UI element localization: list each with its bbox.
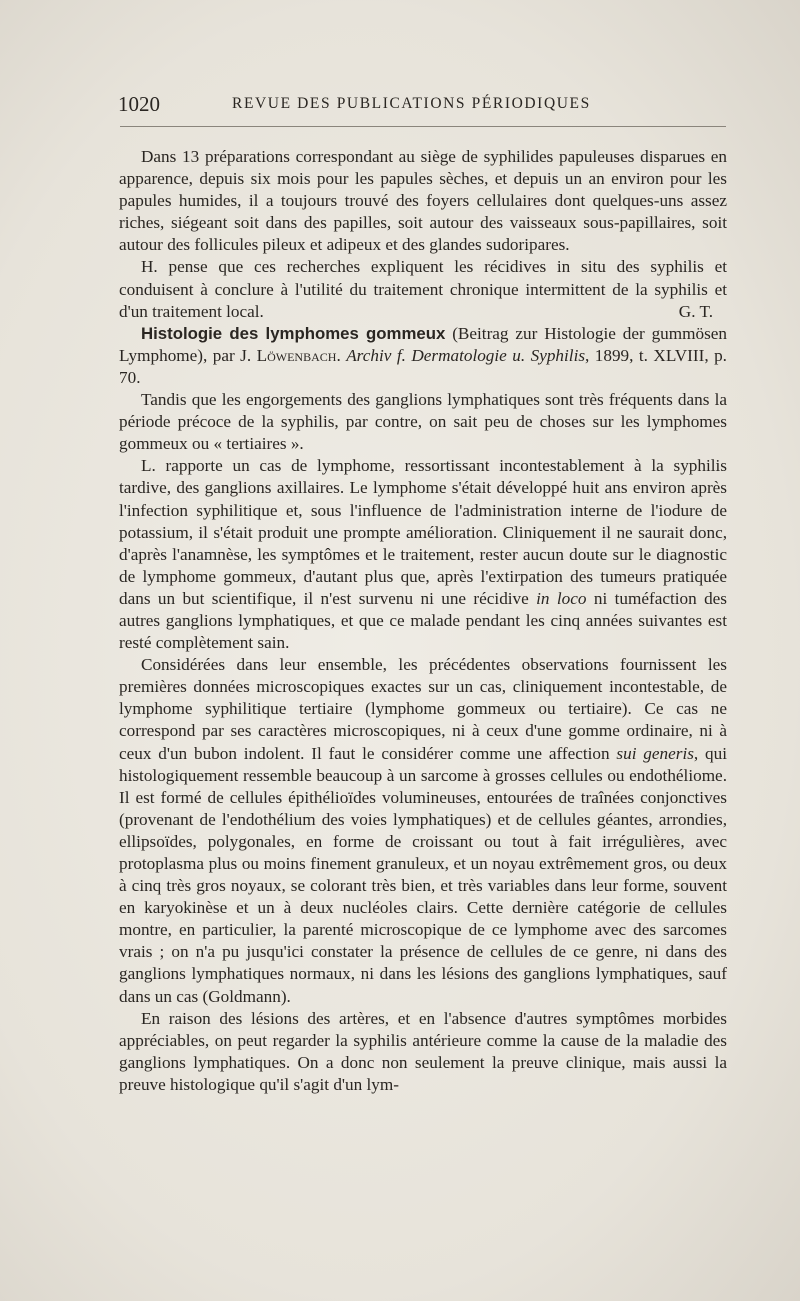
paragraph-4-italic: in loco	[536, 588, 587, 608]
paragraph-6: En raison des lésions des artères, et en l'absence d'autres symptômes morbides appréciables, on peut regarder la syphilis antérieure comme la cause de la maladie des ganglions lymphatiques. On a donc non seulement la preuve clinique, mais aussi la preuve histologique qu'il s'agit d'un lym-	[119, 1008, 727, 1094]
page-number: 1020	[118, 92, 160, 116]
paragraph-5-a: Considérées dans leur ensemble, les précédentes observations fournissent les premières données microscopiques exactes sur un cas, cliniquement incontestable, de lymphome syphilitique tertiaire (lymphome gommeux ou tertiaire). Ce cas ne correspond par ses caractères microscopiques, ni à ceux d'une gomme ordinaire, ni à ceux d'un bubon indolent. Il faut le considérer comme une affection	[119, 655, 727, 763]
paragraph-4-b: ni tuméfaction des autres ganglions lymphatiques, et que ce malade pendant les cinq années suivantes est resté complètement sain.	[119, 588, 727, 653]
paragraph-2	[119, 256, 727, 322]
paragraph-1: Dans 13 préparations correspondant au siège de syphilides papuleuses disparues en apparence, depuis six mois pour les papules sèches, et depuis un an environ pour les papules humides, il a toujours trouvé des foyers cellulaires dont quelques-uns assez riches, siégeant soit dans des papilles, soit autour des vaisseaux sous-papillaires, soit autour des follicules pileux et adipeux et des glandes sudoripares.	[119, 147, 727, 255]
article-ref-2: .	[336, 345, 347, 365]
paragraph-5-italic: sui generis	[616, 743, 694, 763]
article-journal: Archiv f. Dermatologie u. Syphilis	[346, 345, 586, 365]
paragraph-4-a: L. rapporte un cas de lymphome, ressortissant incontestablement à la syphilis tardive, des ganglions axillaires. Le lymphome s'était développé huit ans environ après l'infection syphilitique et, sous l'influence de l'administration interne de l'iodure de potassium, il s'était produit une prompte amélioration. Cliniquement il ne saurait donc, d'après l'anamnèse, les symptômes et le traitement, rester aucun doute sur le diagnostic de lymphome gommeux, d'autant plus que, après l'extirpation des tumeurs pratiquée dans un but scientifique, il n'est survenu ni une récidive	[119, 456, 727, 608]
article-author: Löwenbach	[256, 345, 337, 365]
article-heading	[119, 323, 727, 389]
body-text	[119, 146, 727, 1096]
paragraph-4	[119, 455, 727, 654]
paragraph-2-text: H. pense que ces recherches expliquent les récidives in situ des syphilis et conduisent à conclure à l'utilité du traitement chronique intermittent de la syphilis et d'un traitement local.	[119, 257, 727, 321]
author-signature: G. T.	[678, 301, 713, 321]
running-title: REVUE DES PUBLICATIONS PÉRIODIQUES	[232, 95, 591, 112]
article-ref-1: (Beitrag zur Histologie der gummösen Lymphome), par J.	[119, 323, 727, 365]
page-header	[118, 92, 728, 116]
paragraph-3: Tandis que les engorgements des ganglions lymphatiques sont très fréquents dans la période précoce de la syphilis, par contre, on sait peu de choses sur les lymphomes gommeux ou « tertiaires ».	[119, 390, 727, 454]
paragraph-5-b: , qui histologiquement ressemble beaucoup à un sarcome à grosses cellules ou endothéliome. Il est formé de cellules épithélioïdes volumineuses, entourées de traînées conjonctives (provenant de l'endothélium des voies lymphatiques) et de cellules géantes, arrondies, ellipsoïdes, polygonales, en forme de croissant ou tout à fait irrégulières, avec protoplasma plus ou moins finement granuleux, et un noyau extrêmement gros, ou deux à cinq très gros noyaux, se colorant très bien, et très variables dans leur forme, souvent en karyokinèse et un à deux nucléoles clairs. Cette dernière catégorie de cellules montre, en particulier, la parenté microscopique de ce lymphome avec des sarcomes vrais ; on n'a pu jusqu'ici constater la présence de cellules de ce genre, ni dans des ganglions lymphatiques normaux, ni dans les lésions des ganglions lymphatiques, sauf dans un cas (Goldmann).	[119, 743, 727, 1006]
article-ref-3: , 1899, t. XLVIII, p. 70.	[119, 345, 727, 387]
header-rule	[120, 126, 726, 127]
paragraph-5	[119, 654, 727, 1008]
article-title: Histologie des lymphomes gommeux	[141, 323, 446, 343]
